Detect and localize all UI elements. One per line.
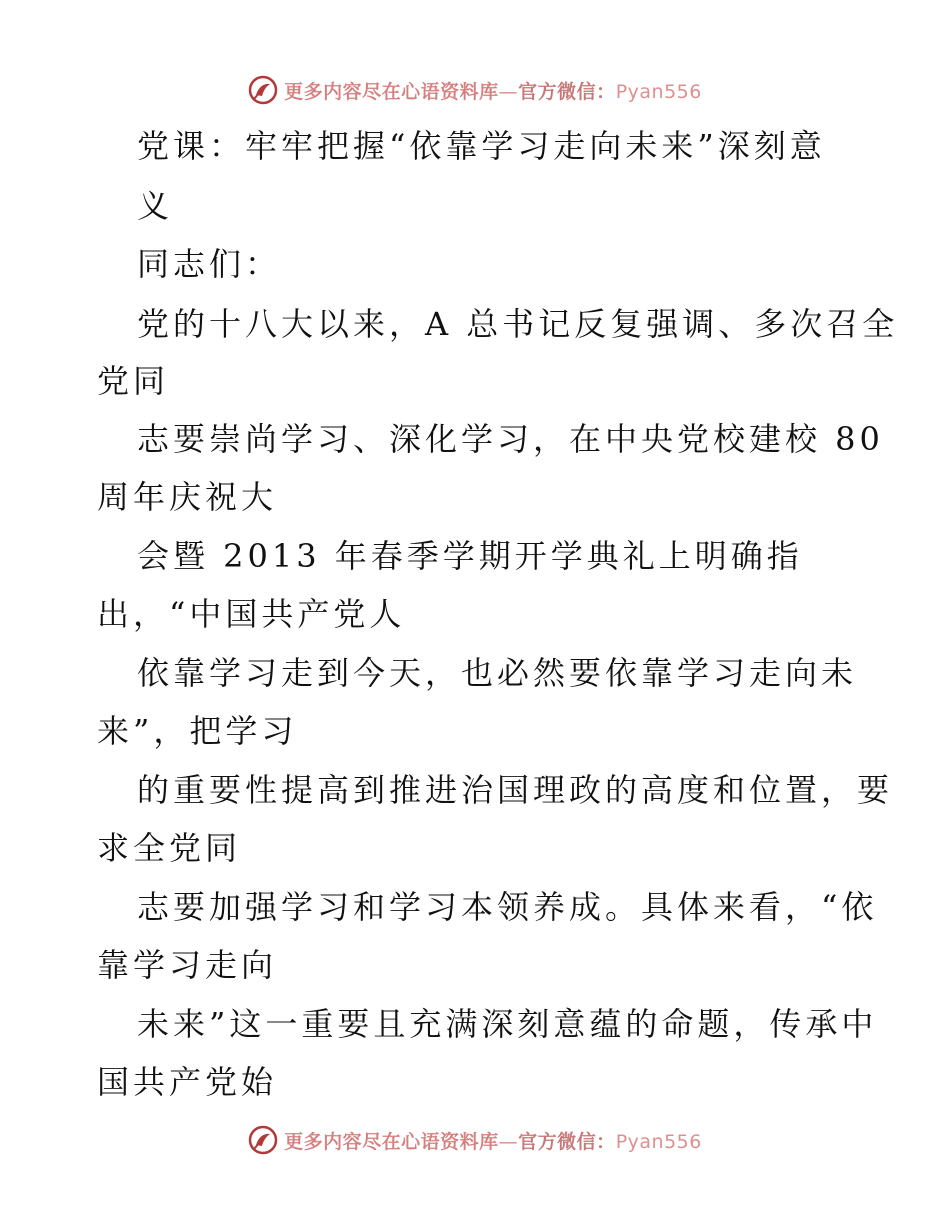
banner-dash: — <box>498 80 519 103</box>
paragraph-line: 的重要性提高到推进治国理政的高度和位置，要 <box>137 771 894 809</box>
document-title-line-1: 党课：牢牢把握“依靠学习走向未来”深刻意 <box>137 127 826 165</box>
paragraph-line: 出，“中国共产党人 <box>97 595 406 633</box>
salutation: 同志们： <box>137 245 282 283</box>
paragraph-line: 国共产党始 <box>97 1063 278 1101</box>
logo-icon <box>248 75 278 105</box>
paragraph-line: 靠学习走向 <box>97 946 278 984</box>
paragraph-line: 志要加强学习和学习本领养成。具体来看，“依 <box>137 888 878 926</box>
banner-text <box>284 1127 702 1154</box>
paragraph-line: 未来”这一重要且充满深刻意蕴的命题，传承中 <box>137 1005 878 1043</box>
banner-wechat-label: 官方微信： <box>518 80 616 103</box>
paragraph-line: 党的十八大以来，A 总书记反复强调、多次召全 <box>137 305 899 343</box>
paragraph-line: 依靠学习走到今天，也必然要依靠学习走向未 <box>137 654 858 692</box>
paragraph-line: 会暨 2013 年春季学期开学典礼上明确指 <box>137 537 803 575</box>
paragraph-line: 求全党同 <box>97 829 242 867</box>
banner-wechat-id: Pyan556 <box>615 80 702 103</box>
paragraph-line: 志要崇尚学习、深化学习，在中央党校建校 80 <box>137 420 884 458</box>
banner-site-name: 更多内容尽在心语资料库 <box>284 80 499 103</box>
header-banner <box>0 70 950 110</box>
banner-wechat-label: 官方微信： <box>518 1130 616 1153</box>
logo-icon <box>248 1125 278 1155</box>
footer-banner <box>0 1120 950 1160</box>
paragraph-line: 周年庆祝大 <box>97 478 278 516</box>
paragraph-line: 党同 <box>97 362 170 400</box>
banner-site-name: 更多内容尽在心语资料库 <box>284 1130 499 1153</box>
paragraph-line: 来”，把学习 <box>97 712 298 750</box>
document-title-line-2: 义 <box>137 187 174 225</box>
banner-dash: — <box>498 1130 519 1153</box>
banner-text <box>284 77 702 104</box>
banner-wechat-id: Pyan556 <box>615 1130 702 1153</box>
